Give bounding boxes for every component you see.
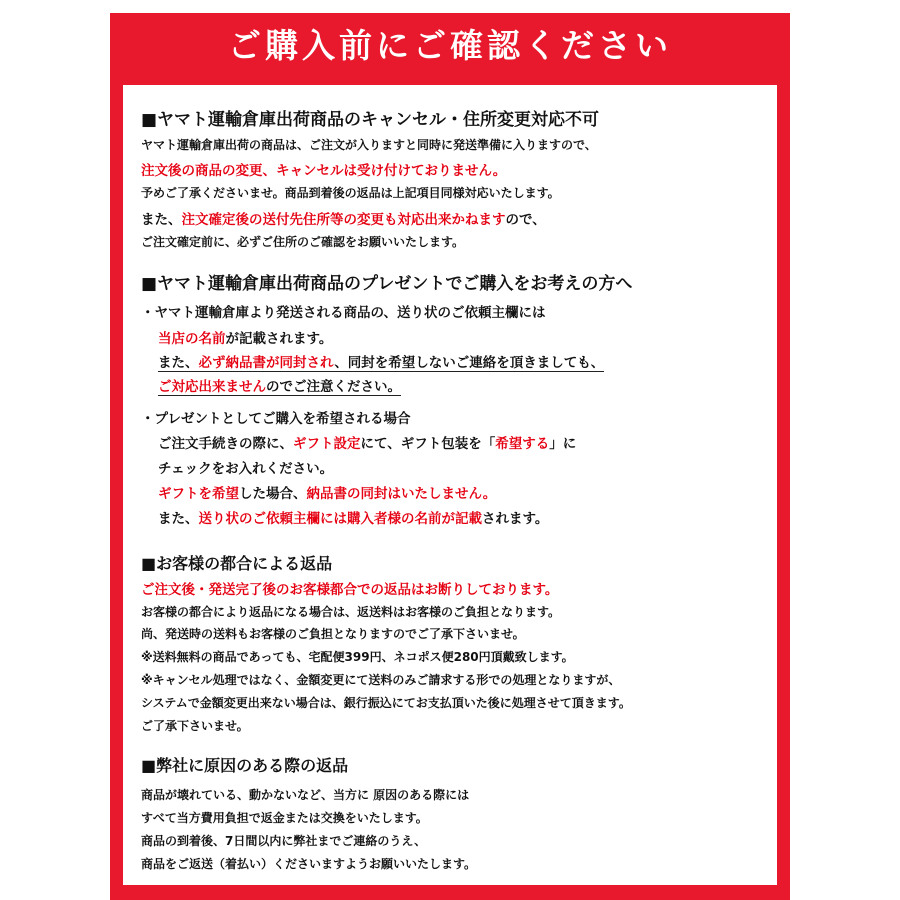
section4-line3: 商品の到着後、7日間以内に弊社までご連絡のうえ、 xyxy=(141,834,427,848)
section2-line6a: ご注文手続きの際に、 xyxy=(158,436,293,452)
section2-line4 xyxy=(158,375,401,396)
section2-line8a: ギフトを希望 xyxy=(158,486,239,502)
section1-heading: ■ヤマト運輸倉庫出荷商品のキャンセル・住所変更対応不可 xyxy=(141,110,600,130)
section2-line3b: 必ず納品書が同封され xyxy=(198,355,335,371)
section2-line9a: また、 xyxy=(158,511,199,527)
section2-line7: チェックをお入れください。 xyxy=(158,461,334,477)
section3-line1: ご注文後・発送完了後のお客様都合での返品はお断りしております。 xyxy=(141,582,559,598)
section4-line1: 商品が壊れている、動かないなど、当方に 原因のある際には xyxy=(141,788,470,802)
section2-line3c: 、同封を希望しないご連絡を頂きましても、 xyxy=(334,355,605,371)
section4-line4: 商品をご返送（着払い）くださいますようお願いいたします。 xyxy=(141,857,477,871)
section2-heading: ■ヤマト運輸倉庫出荷商品のプレゼントでご購入をお考えの方へ xyxy=(141,274,633,294)
section3-line6: システムで金額変更出来ない場合は、銀行振込にてお支払頂いた後に処理させて頂きます。 xyxy=(141,696,631,710)
section3-heading: ■お客様の都合による返品 xyxy=(141,554,333,573)
section2-line1: ・ヤマト運輸倉庫より発送される商品の、送り状のご依頼主欄には xyxy=(141,305,546,321)
section3-line2: お客様の都合により返品になる場合は、返送料はお客様のご負担となります。 xyxy=(141,605,561,619)
section4-line2: すべて当方費用負担で返金または交換をいたします。 xyxy=(141,811,428,825)
section1-line1: ヤマト運輸倉庫出荷の商品は、ご注文が入りますと同時に発送準備に入りますので、 xyxy=(141,138,597,152)
section1-line4b: 注文確定後の送付先住所等の変更も対応出来かねます xyxy=(181,212,506,228)
section2-line3 xyxy=(158,351,604,372)
section2-line6b: ギフト設定 xyxy=(293,436,361,452)
section2-line5: ・プレゼントとしてご購入を希望される場合 xyxy=(141,411,411,427)
section2-line8b: した場合、 xyxy=(239,486,307,502)
section2-line6e: 」に xyxy=(549,436,577,452)
section2-line6c: にて、ギフト包装を「 xyxy=(360,436,496,452)
section2-line6 xyxy=(158,432,576,452)
section3-line3: 尚、発送時の送料もお客様のご負担となりますのでご了承下さいませ。 xyxy=(141,627,525,641)
section1-line4c: ので、 xyxy=(505,212,546,228)
section3-line5: ※キャンセル処理ではなく、金額変更にて送料のみご請求する形での処理となりますが、 xyxy=(141,673,621,687)
section2-line4b: 対応出来ません xyxy=(171,379,266,395)
section2-line9 xyxy=(158,507,548,527)
section2-line6d: 希望する xyxy=(495,436,550,452)
section2-line8 xyxy=(158,482,496,502)
section2-line2b: が記載されます。 xyxy=(225,331,333,347)
section1-line4 xyxy=(141,208,546,228)
section3-line4: ※送料無料の商品であっても、宅配便399円、ネコポス便280円頂戴致します。 xyxy=(141,650,574,664)
section2-line4c: のでご注意ください。 xyxy=(266,379,401,395)
section4-heading: ■弊社に原因のある際の返品 xyxy=(141,756,349,775)
notice-frame xyxy=(110,13,790,900)
banner-title: ご購入前にご確認ください xyxy=(228,26,672,65)
section2-line9c: されます。 xyxy=(482,511,549,527)
section1-line5: ご注文確定前に、必ずご住所のご確認をお願いいたします。 xyxy=(141,235,465,249)
section2-line2 xyxy=(158,327,332,347)
section1-line3: 予めご了承くださいませ。商品到着後の返品は上記項目同様対応いたします。 xyxy=(141,186,560,200)
notice-panel xyxy=(123,85,777,885)
section2-line9b: 送り状のご依頼主欄には購入者様の名前が記載 xyxy=(198,511,482,527)
section2-line3a: また、 xyxy=(158,355,199,371)
section1-line4a: また、 xyxy=(141,212,182,228)
section2-line4a: ご xyxy=(158,379,172,395)
section3-line7: ご了承下さいませ。 xyxy=(141,719,249,733)
section1-line2: 注文後の商品の変更、キャンセルは受け付けておりません。 xyxy=(141,163,507,179)
section2-line2a: 当店の名前 xyxy=(158,331,226,347)
section2-line8c: 納品書の同封はいたしません。 xyxy=(306,486,497,502)
